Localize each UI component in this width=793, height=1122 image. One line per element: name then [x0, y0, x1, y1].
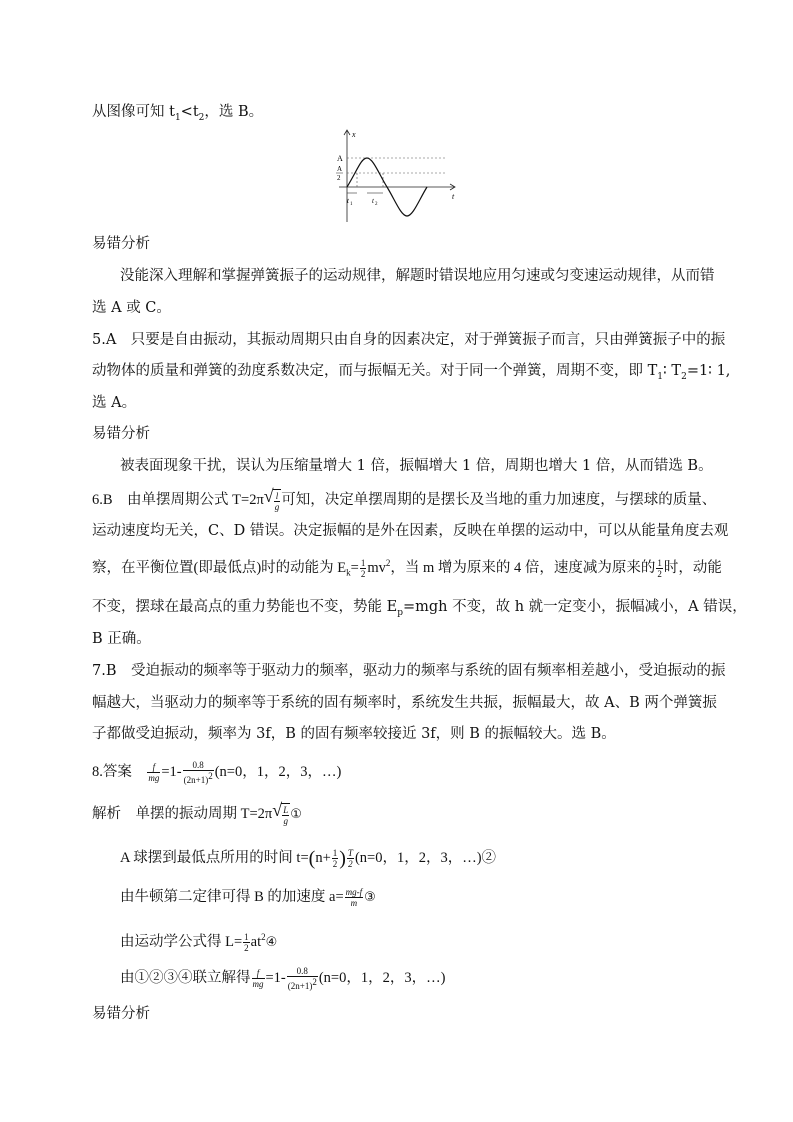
- t1-label: t: [347, 197, 349, 205]
- text-line: 动物体的质量和弹簧的劲度系数决定，而与振幅无关。对于同一个弹簧，周期不变，即 $T_1∶$ $T_2=1∶$ 1,: [92, 363, 731, 382]
- text-line: 运动速度均无关，C、D 错误。决定振幅的是外在因素，反映在单摆的运动中，可以从能量角度去观: [92, 523, 729, 539]
- analysis-line: 解析 单摆的振动周期 T=2π √ $\frac{L}{g}$ ①: [92, 803, 302, 826]
- analysis-line: 由运动学公式得 L= $\frac{1}{2}$ $at^2④$: [120, 932, 278, 953]
- section-heading: 易错分析: [92, 426, 150, 442]
- analysis-line: 由①②③④联立解得 $\frac{f}{mg}$ =1- $\frac{0.8}{(2n+1)^2}$ (n=0，1，2，3，…): [120, 966, 446, 991]
- t2-label: t: [372, 197, 374, 205]
- answer-line: 8.答案 $\frac{f}{mg}$ =1- $\frac{0.8}{(2n+1)^2}$ (n=0，1，2，3，…): [92, 760, 342, 785]
- analysis-line: 由牛顿第二定律可得 B 的加速度 a= $\frac{mg-f}{m}$ ③: [120, 887, 376, 909]
- text-line: 没能深入理解和掌握弹簧振子的运动规律，解题时错误地应用匀速或匀变速运动规律，从而错: [120, 268, 715, 284]
- text-line: 6.B 由单摆周期公式 T=2π √ $\frac{l}{g}$ 可知，决定单摆周期的是摆长及当地的重力加速度，与摆球的质量、: [92, 489, 716, 512]
- text-line: 7.B 受迫振动的频率等于驱动力的频率，驱动力的频率与系统的固有频率相差越小，受迫振动的振: [92, 663, 726, 679]
- text-line: 选 A。: [92, 395, 137, 411]
- t2-sub: 2: [375, 202, 378, 207]
- analysis-line: A 球摆到最低点所用的时间 t=(n+ $\frac{1}{2}$ ) $\frac{T}{2}$ (n=0，1，2，3，…)②: [120, 847, 497, 870]
- amplitude-label: A: [337, 154, 343, 163]
- displacement-time-graph: [335, 127, 460, 227]
- half-amp-den: 2: [337, 174, 341, 182]
- y-axis-label: x: [352, 130, 356, 139]
- text-line: 从图像可知 $t_1<t_2$，选 B。: [92, 104, 264, 123]
- text-line: 被表面现象干扰，误认为压缩量增大 1 倍，振幅增大 1 倍，周期也增大 1 倍，从而错选 B。: [120, 458, 713, 474]
- section-heading: 易错分析: [92, 1006, 150, 1022]
- section-heading: 易错分析: [92, 236, 150, 252]
- half-amp-num: A: [337, 165, 343, 173]
- text-line: 不变，摆球在最高点的重力势能也不变，势能 $E_p=mgh$ 不变，故 h 就一定变小，振幅减小，A 错误，: [92, 599, 747, 618]
- x-axis-label: t: [452, 192, 455, 201]
- text-line: 5.A 只要是自由振动，其振动周期只由自身的因素决定，对于弹簧振子而言，只由弹簧振子中的振: [92, 332, 726, 348]
- text-line: 幅越大，当驱动力的频率等于系统的固有频率时，系统发生共振，振幅最大，故 A、B 两个弹簧振: [92, 695, 717, 711]
- text-line: 选 A 或 C。: [92, 300, 171, 316]
- text-line: 察，在平衡位置(即最低点)时的动能为 $E_k=$ $\frac{1}{2}$ $mv^2$，当 m 增为原来的 4 倍，速度减为原来的 $\frac{1}{2}$ 时，动能: [92, 558, 722, 579]
- text-line: B 正确。: [92, 631, 151, 647]
- text-line: 子都做受迫振动，频率为 3f，B 的固有频率较接近 3f，则 B 的振幅较大。选 B。: [92, 726, 616, 742]
- t1-sub: 1: [350, 202, 353, 207]
